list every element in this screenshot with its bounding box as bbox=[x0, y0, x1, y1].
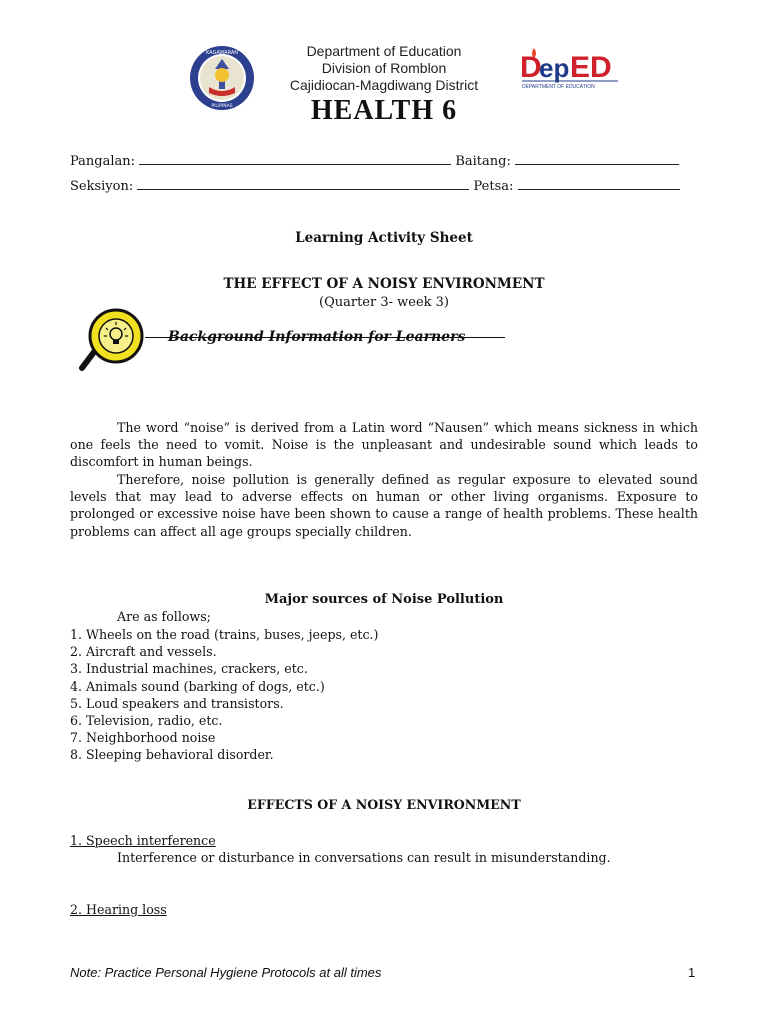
date-field[interactable] bbox=[518, 177, 680, 190]
svg-text:ED: ED bbox=[570, 51, 612, 84]
quarter-label: (Quarter 3- week 3) bbox=[319, 295, 449, 310]
header-line-1: Department of Education bbox=[306, 43, 462, 59]
grade-field[interactable] bbox=[515, 152, 679, 165]
name-field-row bbox=[70, 152, 679, 169]
page-number: 1 bbox=[688, 965, 696, 980]
sources-list bbox=[70, 626, 698, 764]
grade-label: Baitang: bbox=[455, 154, 511, 169]
list-item: 6. Television, radio, etc. bbox=[70, 713, 223, 729]
sources-intro: Are as follows; bbox=[117, 609, 211, 624]
section-label: Seksiyon: bbox=[70, 179, 134, 194]
list-item: 8. Sleeping behavioral disorder. bbox=[70, 747, 274, 763]
svg-text:DEPARTMENT OF EDUCATION: DEPARTMENT OF EDUCATION bbox=[522, 84, 595, 90]
page-title: HEALTH 6 bbox=[310, 95, 458, 126]
svg-text:ep: ep bbox=[539, 53, 570, 83]
paragraph-1: The word “noise” is derived from a Latin word “Nausen” which means sickness in which one feels the need to vomit. Noise is the unpleasant and undesirable sound which leads to discomfort in human beings. bbox=[70, 420, 698, 470]
svg-text:KAGAWARAN: KAGAWARAN bbox=[205, 50, 239, 56]
list-item: 1. Wheels on the road (trains, buses, jeeps, etc.) bbox=[70, 627, 379, 642]
magnifier-lightbulb-icon bbox=[76, 306, 156, 376]
list-item: 4. Animals sound (barking of dogs, etc.) bbox=[70, 678, 325, 694]
section-field-row bbox=[70, 177, 680, 194]
svg-text:PILIPINAS: PILIPINAS bbox=[211, 104, 233, 109]
section-field[interactable] bbox=[137, 177, 469, 190]
header-line-2: Division of Romblon bbox=[321, 60, 447, 76]
effects-heading: EFFECTS OF A NOISY ENVIRONMENT bbox=[247, 797, 521, 812]
deped-logo-icon bbox=[520, 44, 620, 94]
effect-1-title: 1. Speech interference bbox=[70, 833, 216, 848]
name-field[interactable] bbox=[139, 152, 451, 165]
footer-note: Note: Practice Personal Hygiene Protocols at all times bbox=[70, 965, 382, 980]
sources-heading: Major sources of Noise Pollution bbox=[264, 592, 504, 607]
list-item: 5. Loud speakers and transistors. bbox=[70, 695, 284, 711]
effect-2-title: 2. Hearing loss bbox=[70, 902, 167, 917]
list-item: 3. Industrial machines, crackers, etc. bbox=[70, 661, 308, 677]
lesson-title: THE EFFECT OF A NOISY ENVIRONMENT bbox=[223, 276, 545, 292]
name-label: Pangalan: bbox=[70, 154, 136, 169]
effect-1-text: Interference or disturbance in conversations can result in misunderstanding. bbox=[117, 850, 611, 865]
background-heading: Background Information for Learners bbox=[168, 329, 466, 345]
list-item: 7. Neighborhood noise bbox=[70, 730, 216, 746]
header-line-3: Cajidiocan-Magdiwang District bbox=[289, 77, 479, 93]
date-label: Petsa: bbox=[473, 179, 514, 194]
paragraph-2: Therefore, noise pollution is generally defined as regular exposure to elevated sound levels that may lead to adverse effects on human or other living organisms. Exposure to prolonged or excessive noise have been shown to cause a range of health problems. These health problems can affect all age groups specially children. bbox=[70, 472, 698, 539]
svg-text:D: D bbox=[520, 51, 542, 84]
activity-title: Learning Activity Sheet bbox=[295, 230, 473, 246]
list-item: 2. Aircraft and vessels. bbox=[70, 644, 217, 660]
